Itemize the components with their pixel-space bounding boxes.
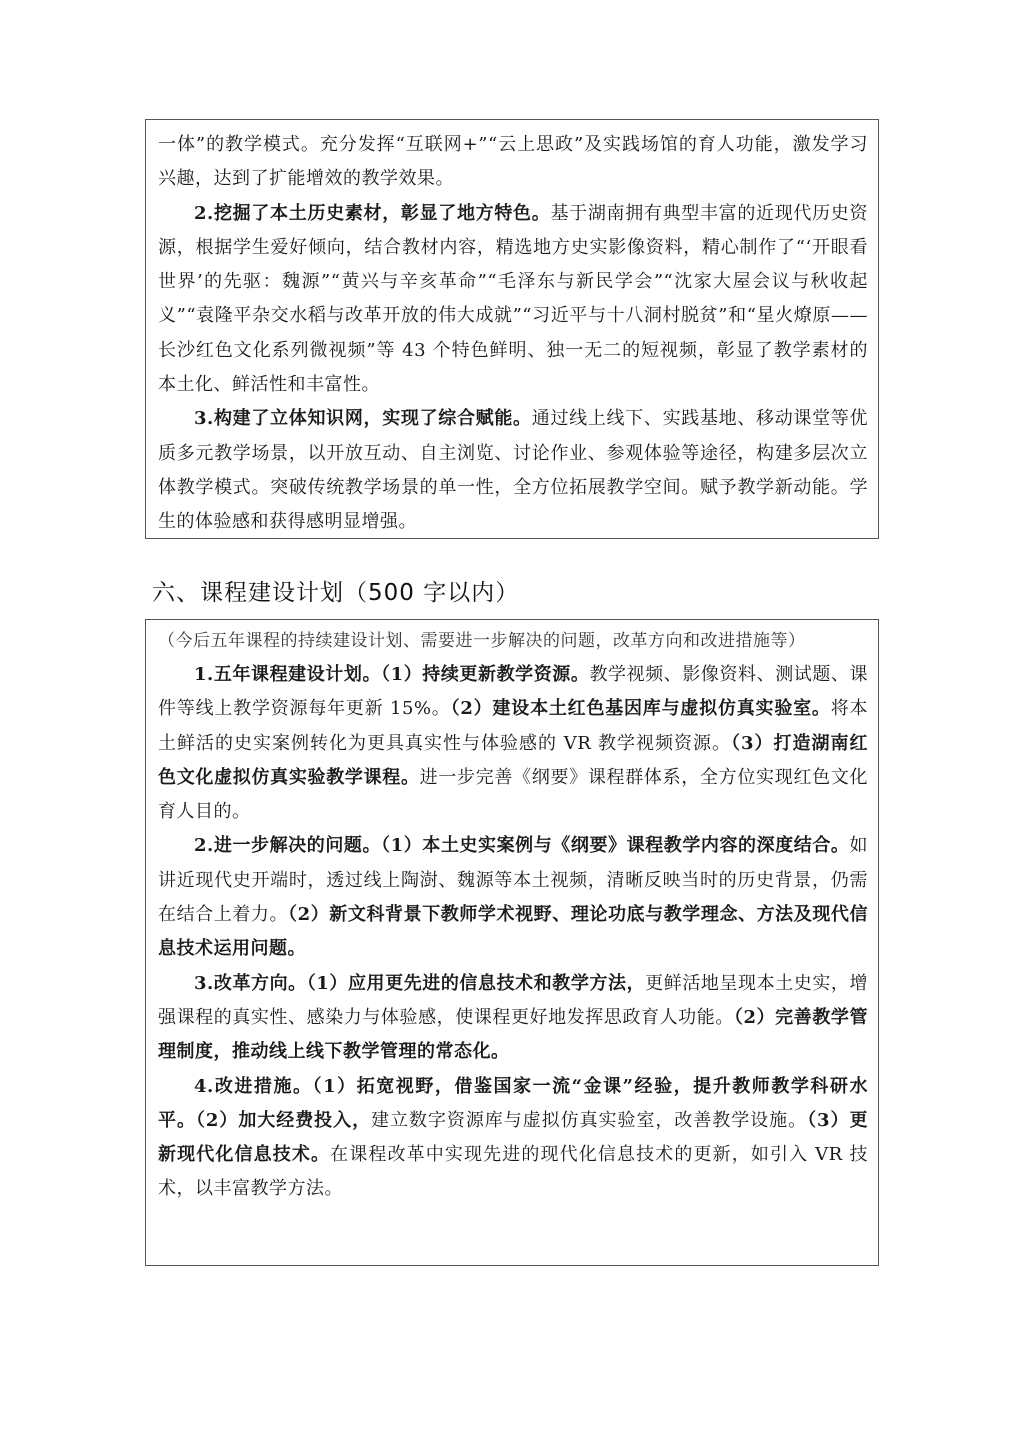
- measures-text-2: 在课程改革中实现先进的现代化信息技术的更新，如引入 VR 技术，以丰富教学方法。: [158, 1144, 868, 1200]
- plan-text-1: 教学视频、影像资料、测试题、课件等线上教学资源每年更新 15%。: [158, 664, 868, 720]
- paragraph-teaching-mode-continuation: [158, 128, 868, 197]
- reform-item-2: （2）完善教学管理制度，推动线上线下教学管理的常态化。: [158, 1006, 868, 1063]
- course-plan-table-cell: [145, 619, 879, 1266]
- plan-item-2: （2）建设本土红色基因库与虚拟仿真实验室。: [450, 698, 831, 720]
- problems-text: 如讲近现代史开端时，透过线上陶澍、魏源等本土视频，清晰反映当时的历史背景，仍需在结合上着力。: [158, 835, 868, 926]
- local-history-text: 基于湖南拥有典型丰富的近现代历史资源，根据学生爱好倾向，结合教材内容，精选地方史实影像资料，精心制作了“‘开眼看世界’的先驱：魏源”“黄兴与辛亥革命”“毛泽东与新民学会”“沈家大屋会议与秋收起义”“袁隆平杂交水稻与改革开放的伟大成就”“习近平与十八洞村脱贫”和“星火燎原——长沙红色文化系列微视频”等 43 个特色鲜明、独一无二的短视频，彰显了教学素材的本土化、鲜活性和丰富性。: [158, 202, 869, 396]
- problems-heading: 2.进一步解决的问题。（1）本土史实案例与《纲要》课程教学内容的深度结合。: [194, 835, 850, 857]
- instruction-note: （今后五年课程的持续建设计划、需要进一步解决的问题，改革方向和改进措施等）: [158, 631, 806, 651]
- knowledge-network-text: 通过线上线下、实践基地、移动课堂等优质多元教学场景，以开放互动、自主浏览、讨论作业、参观体验等途径，构建多层次立体教学模式。突破传统教学场景的单一性，全方位拓展教学空间。赋予教学新动能。学生的体验感和获得感明显增强。: [158, 408, 869, 533]
- reform-heading: 3.改革方向。（1）应用更先进的信息技术和教学方法，: [194, 972, 646, 994]
- problems-item-2: （2）新文科背景下教师学术视野、理论功底与教学理念、方法及现代信息技术运用问题。: [158, 904, 868, 960]
- local-history-heading: 2.挖掘了本土历史素材，彰显了地方特色。: [194, 202, 551, 224]
- plan-text-2: 将本土鲜活的史实案例转化为更具真实性与体验感的 VR 教学视频资源。: [158, 698, 869, 754]
- teaching-mode-text: 一体”的教学模式。充分发挥“互联网+”“云上思政”及实践场馆的育人功能，激发学习兴趣，达到了扩能增效的教学效果。: [158, 134, 868, 190]
- measures-heading: 4.改进措施。（1）拓宽视野，借鉴国家一流“金课”经验，提升教师教学科研水平。（2）加大经费投入，: [158, 1075, 868, 1131]
- paragraph-local-history-materials: [158, 197, 868, 403]
- plan-heading: 1.五年课程建设计划。（1）持续更新教学资源。: [194, 664, 590, 685]
- paragraph-five-year-plan: [158, 658, 868, 829]
- plan-item-3: （3）打造湖南红色文化虚拟仿真实验教学课程。: [158, 732, 868, 788]
- section-heading-course-plan: 六、课程建设计划（500 字以内）: [152, 580, 520, 606]
- measures-item-3: （3）更新现代化信息技术。: [158, 1109, 868, 1166]
- measures-text-1: 建立数字资源库与虚拟仿真实验室，改善教学设施。: [371, 1109, 808, 1131]
- plan-text-3: 进一步完善《纲要》课程群体系，全方位实现红色文化育人目的。: [158, 766, 869, 823]
- paragraph-improvement-measures: [158, 1070, 868, 1207]
- achievements-table-cell: [145, 119, 879, 539]
- paragraph-reform-direction: [158, 967, 868, 1070]
- paragraph-problems-to-solve: [158, 829, 868, 966]
- knowledge-network-heading: 3.构建了立体知识网，实现了综合赋能。: [194, 408, 532, 430]
- reform-text: 更鲜活地呈现本土史实，增强课程的真实性、感染力与体验感，使课程更好地发挥思政育人功能。: [158, 972, 868, 1028]
- paragraph-knowledge-network: [158, 402, 868, 539]
